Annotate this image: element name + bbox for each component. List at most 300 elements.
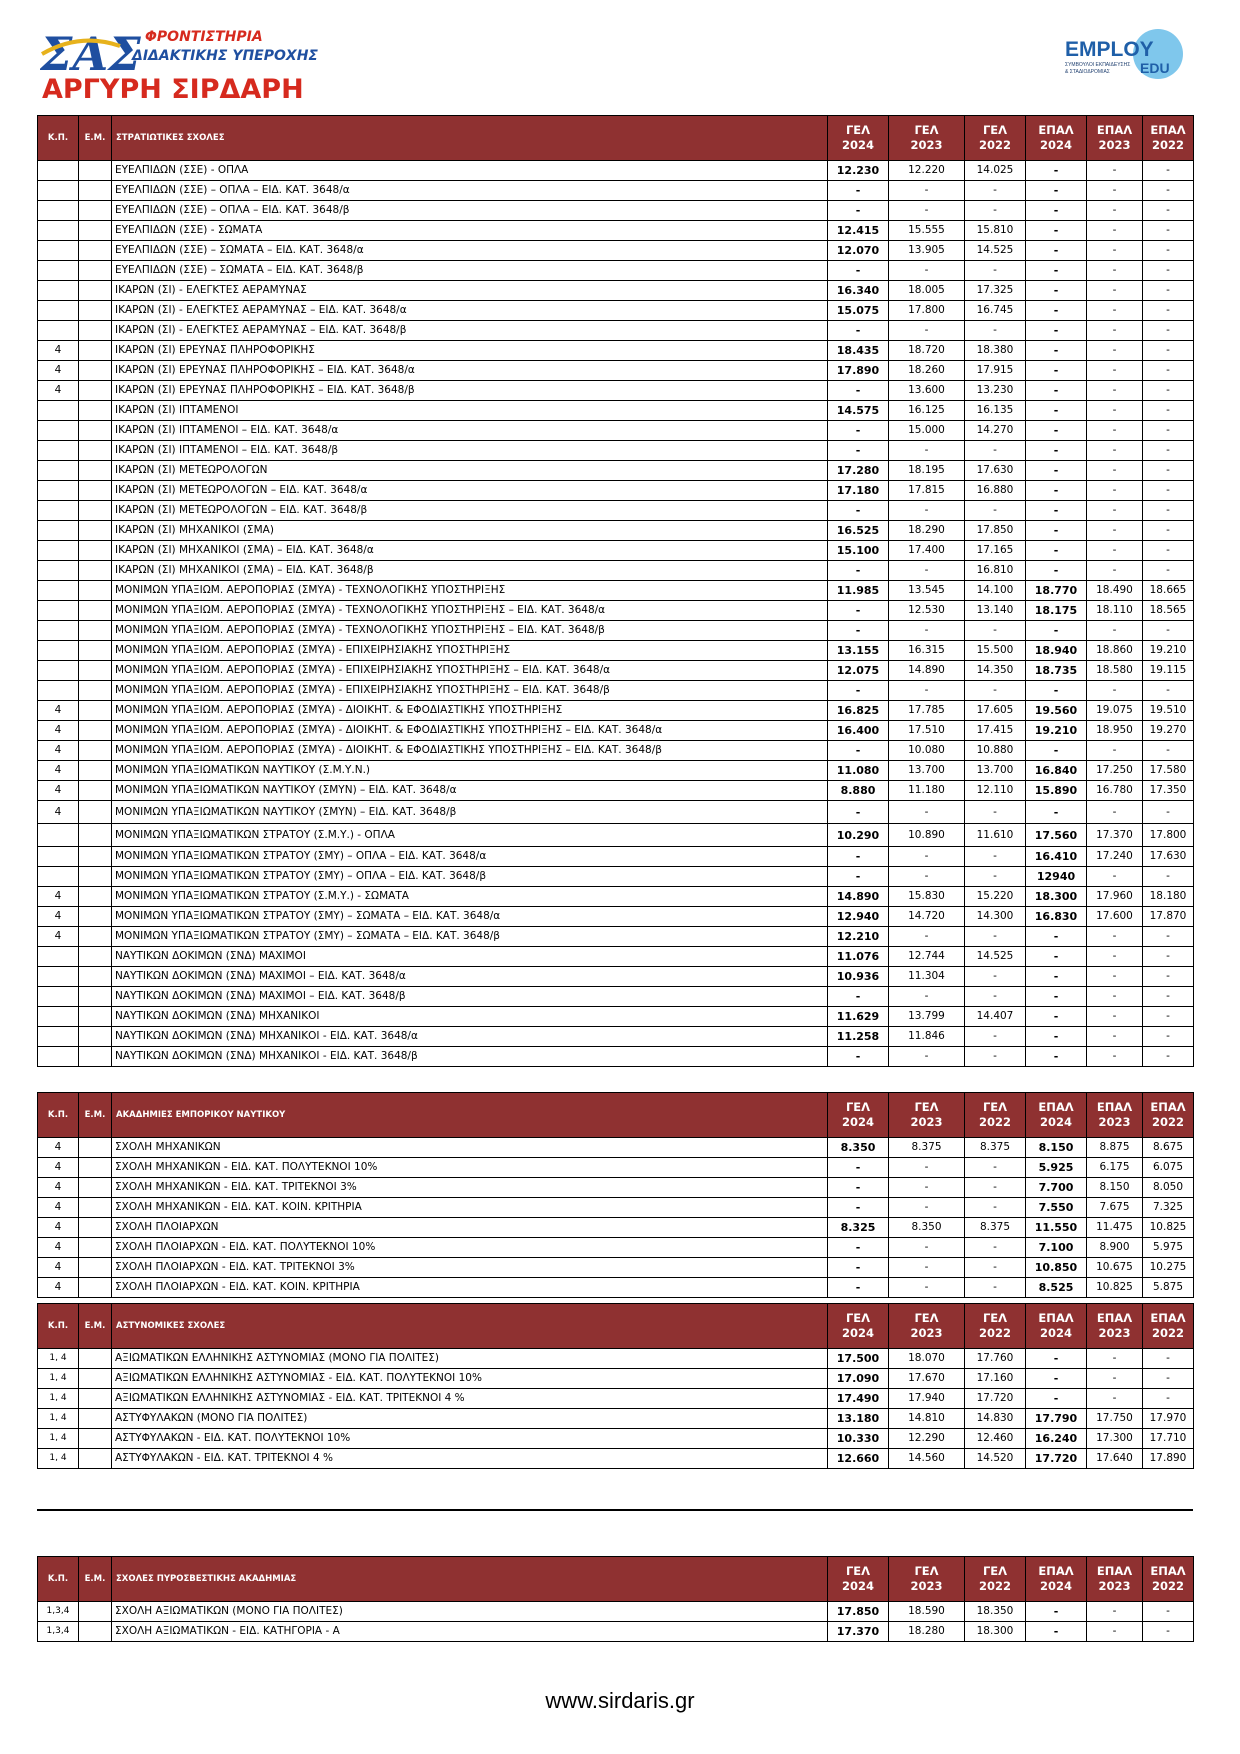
cell-em (79, 1047, 112, 1067)
cell-school-name: ΝΑΥΤΙΚΩΝ ΔΟΚΙΜΩΝ (ΣΝΔ) ΜΑΧΙΜΟΙ – ΕΙΔ. ΚΑΤ. 3648/α (112, 967, 828, 987)
col-header-type: ΕΠΑΛ (1150, 123, 1186, 137)
cell-em (79, 801, 112, 824)
cell-score: - (1087, 621, 1143, 641)
cell-score: 7.675 (1087, 1198, 1143, 1218)
logo-line2: ΔΙΔΑΚΤΙΚΗΣ ΥΠΕΡΟΧΗΣ (132, 48, 318, 64)
cell-score: - (1143, 561, 1194, 581)
col-header-year (1087, 116, 1143, 161)
cell-score: - (828, 1258, 889, 1278)
cell-kp: 4 (38, 741, 79, 761)
cell-kp: 1, 4 (38, 1429, 79, 1449)
cell-score: 18.350 (965, 1602, 1026, 1622)
cell-score: - (1087, 221, 1143, 241)
cell-kp: 1, 4 (38, 1449, 79, 1469)
cell-school-name: ΑΣΤΥΦΥΛΑΚΩΝ - ΕΙΔ. ΚΑΤ. ΤΡΙΤΕΚΝΟΙ 4 % (112, 1449, 828, 1469)
cell-score: 11.985 (828, 581, 889, 601)
cell-em (79, 241, 112, 261)
cell-score: 12.415 (828, 221, 889, 241)
col-header-year-value: 2022 (1151, 1326, 1184, 1340)
cell-score: - (889, 987, 965, 1007)
cell-score: 18.665 (1143, 581, 1194, 601)
cell-score: 17.915 (965, 361, 1026, 381)
cell-score: - (1026, 947, 1087, 967)
table-row (38, 1349, 1194, 1369)
cell-school-name: ΣΧΟΛΗ ΜΗΧΑΝΙΚΩΝ - ΕΙΔ. ΚΑΤ. ΠΟΛΥΤΕΚΝΟΙ 10% (112, 1158, 828, 1178)
cell-score: 11.180 (889, 781, 965, 801)
table-row (38, 461, 1194, 481)
table-row (38, 967, 1194, 987)
table-row (38, 1369, 1194, 1389)
cell-kp: 4 (38, 341, 79, 361)
cell-score: 17.750 (1087, 1409, 1143, 1429)
cell-score: - (1026, 401, 1087, 421)
cell-school-name: ΜΟΝΙΜΩΝ ΥΠΑΞΙΩΜΑΤΙΚΩΝ ΣΤΡΑΤΟΥ (Σ.Μ.Υ.) - ΣΩΜΑΤΑ (112, 887, 828, 907)
cell-school-name: ΙΚΑΡΩΝ (ΣΙ) - ΕΛΕΓΚΤΕΣ ΑΕΡΑΜΥΝΑΣ – ΕΙΔ. ΚΑΤ. 3648/α (112, 301, 828, 321)
cell-em (79, 1449, 112, 1469)
cell-score: - (1143, 421, 1194, 441)
cell-score: - (1026, 201, 1087, 221)
cell-score: 18.300 (965, 1622, 1026, 1642)
col-header-type: ΓΕΛ (914, 1100, 939, 1114)
cell-score: - (1143, 161, 1194, 181)
cell-score: - (1026, 927, 1087, 947)
cell-score: 12.075 (828, 661, 889, 681)
cell-em (79, 1389, 112, 1409)
col-header-year-value: 2023 (1098, 1326, 1131, 1340)
cell-score: 8.150 (1087, 1178, 1143, 1198)
cell-score: - (1087, 181, 1143, 201)
col-header-type: ΓΕΛ (914, 1564, 939, 1578)
cell-score: - (1026, 441, 1087, 461)
cell-kp: 4 (38, 1138, 79, 1158)
table-row (38, 341, 1194, 361)
table-row (38, 1449, 1194, 1469)
cell-score: 15.830 (889, 887, 965, 907)
cell-score: 17.630 (965, 461, 1026, 481)
cell-score: - (1026, 621, 1087, 641)
cell-score: 19.075 (1087, 701, 1143, 721)
cell-score: - (1143, 281, 1194, 301)
sirdaris-logo-mark (40, 24, 370, 106)
cell-score: 19.560 (1026, 701, 1087, 721)
col-header-year-value: 2023 (910, 1326, 943, 1340)
cell-score: - (1087, 521, 1143, 541)
col-header-year (828, 116, 889, 161)
cell-score: - (889, 261, 965, 281)
cell-score: 17.890 (1143, 1449, 1194, 1469)
cell-score: 18.565 (1143, 601, 1194, 621)
cell-score: - (828, 381, 889, 401)
cell-score: 17.180 (828, 481, 889, 501)
cell-school-name: ΜΟΝΙΜΩΝ ΥΠΑΞΙΩΜΑΤΙΚΩΝ ΣΤΡΑΤΟΥ (ΣΜΥ) – ΟΠΛΑ – ΕΙΔ. ΚΑΤ. 3648/β (112, 867, 828, 887)
cell-kp (38, 481, 79, 501)
cell-score: 12.220 (889, 161, 965, 181)
col-header-type: ΕΠΑΛ (1096, 1100, 1133, 1114)
cell-score: - (1087, 281, 1143, 301)
cell-score: 10.880 (965, 741, 1026, 761)
cell-kp (38, 581, 79, 601)
col-header-type: ΕΠΑΛ (1096, 1564, 1133, 1578)
table-row (38, 541, 1194, 561)
cell-kp: 4 (38, 1238, 79, 1258)
cell-score: 6.075 (1143, 1158, 1194, 1178)
cell-score: 17.710 (1143, 1429, 1194, 1449)
cell-score: 16.400 (828, 721, 889, 741)
cell-kp (38, 1027, 79, 1047)
cell-score: - (1087, 241, 1143, 261)
employ-title: EMPLOY (1065, 38, 1154, 61)
col-header-year-value: 2024 (1039, 1115, 1072, 1129)
table-row (38, 1429, 1194, 1449)
cell-score: - (889, 681, 965, 701)
cell-score: 17.870 (1143, 907, 1194, 927)
cell-score: 12.660 (828, 1449, 889, 1469)
cell-score: - (828, 1047, 889, 1067)
cell-score: 18.290 (889, 521, 965, 541)
table-row (38, 321, 1194, 341)
cell-kp (38, 281, 79, 301)
cell-school-name: ΙΚΑΡΩΝ (ΣΙ) - ΕΛΕΓΚΤΕΣ ΑΕΡΑΜΥΝΑΣ – ΕΙΔ. ΚΑΤ. 3648/β (112, 321, 828, 341)
cell-score: 13.140 (965, 601, 1026, 621)
cell-kp: 4 (38, 701, 79, 721)
cell-school-name: ΙΚΑΡΩΝ (ΣΙ) ΙΠΤΑΜΕΝΟΙ – ΕΙΔ. ΚΑΤ. 3648/β (112, 441, 828, 461)
table-row (38, 1278, 1194, 1298)
col-header-year (1087, 1093, 1143, 1138)
cell-score: - (1087, 1007, 1143, 1027)
col-header-year-value: 2023 (910, 138, 943, 152)
table-row (38, 481, 1194, 501)
cell-school-name: ΜΟΝΙΜΩΝ ΥΠΑΞΙΩΜ. ΑΕΡΟΠΟΡΙΑΣ (ΣΜΥΑ) - ΕΠΙΧΕΙΡΗΣΙΑΚΗΣ ΥΠΟΣΤΗΡΙΞΗΣ – ΕΙΔ. ΚΑΤ. 3648/α (112, 661, 828, 681)
cell-score: 14.890 (828, 887, 889, 907)
employ-edu-logo (1058, 26, 1183, 84)
logo-name: ΑΡΓΥΡΗ ΣΙΡΔΑΡΗ (42, 74, 304, 105)
cell-em (79, 441, 112, 461)
table-row (38, 1178, 1194, 1198)
cell-score: - (1143, 541, 1194, 561)
table-row (38, 561, 1194, 581)
cell-score: - (965, 1158, 1026, 1178)
col-header-year-value: 2024 (841, 1115, 874, 1129)
cell-score: - (965, 847, 1026, 867)
cell-score: 15.000 (889, 421, 965, 441)
cell-score: 10.850 (1026, 1258, 1087, 1278)
cell-score: 17.600 (1087, 907, 1143, 927)
cell-score: 15.075 (828, 301, 889, 321)
cell-school-name: ΕΥΕΛΠΙΔΩΝ (ΣΣΕ) – ΟΠΛΑ – ΕΙΔ. ΚΑΤ. 3648/β (112, 201, 828, 221)
table-row (38, 781, 1194, 801)
cell-school-name: ΙΚΑΡΩΝ (ΣΙ) ΕΡΕΥΝΑΣ ΠΛΗΡΟΦΟΡΙΚΗΣ – ΕΙΔ. ΚΑΤ. 3648/α (112, 361, 828, 381)
col-header-type: ΓΕΛ (845, 1564, 871, 1578)
cell-score: 11.304 (889, 967, 965, 987)
cell-score: 17.325 (965, 281, 1026, 301)
cell-school-name: ΣΧΟΛΗ ΜΗΧΑΝΙΚΩΝ - ΕΙΔ. ΚΑΤ. ΤΡΙΤΕΚΝΟΙ 3% (112, 1178, 828, 1198)
cell-score: - (965, 967, 1026, 987)
col-header-year (965, 1093, 1026, 1138)
cell-school-name: ΜΟΝΙΜΩΝ ΥΠΑΞΙΩΜ. ΑΕΡΟΠΟΡΙΑΣ (ΣΜΥΑ) - ΤΕΧΝΟΛΟΓΙΚΗΣ ΥΠΟΣΤΗΡΙΞΗΣ (112, 581, 828, 601)
cell-score: - (965, 801, 1026, 824)
cell-kp (38, 261, 79, 281)
cell-score: - (1087, 867, 1143, 887)
cell-score: 8.350 (889, 1218, 965, 1238)
cell-score: 10.080 (889, 741, 965, 761)
cell-em (79, 181, 112, 201)
cell-score: 17.160 (965, 1369, 1026, 1389)
cell-school-name: ΝΑΥΤΙΚΩΝ ΔΟΚΙΜΩΝ (ΣΝΔ) ΜΑΧΙΜΟΙ (112, 947, 828, 967)
col-header-year (1143, 116, 1194, 161)
cell-em (79, 321, 112, 341)
cell-score: 12.230 (828, 161, 889, 181)
employ-sub2: & ΣΤΑΔΙΟΔΡΟΜΙΑΣ (1065, 69, 1110, 75)
cell-kp: 4 (38, 927, 79, 947)
cell-score: 17.630 (1143, 847, 1194, 867)
cell-school-name: ΣΧΟΛΗ ΑΞΙΩΜΑΤΙΚΩΝ (ΜΟΝΟ ΓΙΑ ΠΟΛΙΤΕΣ) (112, 1602, 828, 1622)
cell-kp: 4 (38, 1258, 79, 1278)
cell-score: 6.175 (1087, 1158, 1143, 1178)
cell-score: 16.410 (1026, 847, 1087, 867)
col-header-year-value: 2022 (1151, 1115, 1184, 1129)
separator-line (37, 1509, 1193, 1511)
table-row (38, 261, 1194, 281)
cell-school-name: ΣΧΟΛΗ ΠΛΟΙΑΡΧΩΝ - ΕΙΔ. ΚΑΤ. ΠΟΛΥΤΕΚΝΟΙ 10% (112, 1238, 828, 1258)
cell-em (79, 261, 112, 281)
cell-score: - (889, 201, 965, 221)
cell-em (79, 221, 112, 241)
table-row (38, 1622, 1194, 1642)
cell-score: - (1087, 381, 1143, 401)
col-header-year (1026, 1093, 1087, 1138)
cell-score: 17.350 (1143, 781, 1194, 801)
col-header-year (965, 1304, 1026, 1349)
cell-score: 12.744 (889, 947, 965, 967)
cell-score: - (965, 1238, 1026, 1258)
cell-score: 11.610 (965, 824, 1026, 847)
cell-kp (38, 321, 79, 341)
cell-kp: 4 (38, 1198, 79, 1218)
table-row (38, 801, 1194, 824)
cell-score: 10.330 (828, 1429, 889, 1449)
cell-score: 8.375 (889, 1138, 965, 1158)
cell-school-name: ΝΑΥΤΙΚΩΝ ΔΟΚΙΜΩΝ (ΣΝΔ) ΜΗΧΑΝΙΚΟΙ (112, 1007, 828, 1027)
col-header-year (889, 1557, 965, 1602)
cell-kp (38, 221, 79, 241)
cell-score: 8.350 (828, 1138, 889, 1158)
cell-score: 10.825 (1087, 1278, 1143, 1298)
cell-score: 18.280 (889, 1622, 965, 1642)
cell-em (79, 907, 112, 927)
cell-score: 18.380 (965, 341, 1026, 361)
col-header-year-value: 2024 (841, 1579, 874, 1593)
cell-score: 14.407 (965, 1007, 1026, 1027)
cell-kp (38, 621, 79, 641)
table-row (38, 1027, 1194, 1047)
cell-score: 18.260 (889, 361, 965, 381)
cell-score: - (1087, 441, 1143, 461)
table-row (38, 721, 1194, 741)
table-row (38, 581, 1194, 601)
cell-em (79, 681, 112, 701)
cell-score: 13.905 (889, 241, 965, 261)
table-row (38, 381, 1194, 401)
cell-score: - (828, 181, 889, 201)
cell-score: 13.545 (889, 581, 965, 601)
cell-score: 17.400 (889, 541, 965, 561)
cell-school-name: ΜΟΝΙΜΩΝ ΥΠΑΞΙΩΜΑΤΙΚΩΝ ΝΑΥΤΙΚΟΥ (Σ.Μ.Υ.Ν.) (112, 761, 828, 781)
cell-em (79, 721, 112, 741)
cell-score: - (1026, 361, 1087, 381)
col-header-year (828, 1304, 889, 1349)
section-table (37, 1556, 1194, 1642)
section-header-row (38, 1557, 1194, 1602)
cell-school-name: ΜΟΝΙΜΩΝ ΥΠΑΞΙΩΜ. ΑΕΡΟΠΟΡΙΑΣ (ΣΜΥΑ) - ΔΙΟΙΚΗΤ. & ΕΦΟΔΙΑΣΤΙΚΗΣ ΥΠΟΣΤΗΡΙΞΗΣ – ΕΙΔ. ΚΑΤ. 3648/β (112, 741, 828, 761)
col-header-type: ΕΠΑΛ (1096, 1311, 1133, 1325)
cell-score: - (1143, 461, 1194, 481)
cell-score: - (828, 561, 889, 581)
cell-score: 17.760 (965, 1349, 1026, 1369)
table-row (38, 201, 1194, 221)
col-header-year-value: 2022 (1151, 138, 1184, 152)
cell-school-name: ΕΥΕΛΠΙΔΩΝ (ΣΣΕ) – ΣΩΜΑΤΑ – ΕΙΔ. ΚΑΤ. 3648/β (112, 261, 828, 281)
cell-score: - (1143, 181, 1194, 201)
cell-score: - (1087, 161, 1143, 181)
cell-score: 17.940 (889, 1389, 965, 1409)
section-table (37, 1303, 1194, 1469)
col-header-year (1026, 1304, 1087, 1349)
cell-score: 17.790 (1026, 1409, 1087, 1429)
cell-score: 17.960 (1087, 887, 1143, 907)
table-row (38, 601, 1194, 621)
col-header-type: ΓΕΛ (982, 1100, 1008, 1114)
table-row (38, 847, 1194, 867)
table-row (38, 681, 1194, 701)
cell-score: 18.735 (1026, 661, 1087, 681)
cell-school-name: ΕΥΕΛΠΙΔΩΝ (ΣΣΕ) - ΣΩΜΑΤΑ (112, 221, 828, 241)
cell-score: - (889, 1047, 965, 1067)
cell-score: 8.525 (1026, 1278, 1087, 1298)
cell-score: - (1026, 501, 1087, 521)
table-row (38, 161, 1194, 181)
cell-score: - (1026, 421, 1087, 441)
cell-score: 14.525 (965, 947, 1026, 967)
col-header-year-value: 2023 (910, 1115, 943, 1129)
table-row (38, 927, 1194, 947)
cell-school-name: ΜΟΝΙΜΩΝ ΥΠΑΞΙΩΜΑΤΙΚΩΝ ΣΤΡΑΤΟΥ (ΣΜΥ) – ΣΩΜΑΤΑ – ΕΙΔ. ΚΑΤ. 3648/α (112, 907, 828, 927)
cell-kp (38, 301, 79, 321)
cell-score: - (1143, 481, 1194, 501)
cell-score: 18.940 (1026, 641, 1087, 661)
cell-score: - (1026, 1369, 1087, 1389)
cell-score: 19.510 (1143, 701, 1194, 721)
cell-school-name: ΕΥΕΛΠΙΔΩΝ (ΣΣΕ) – ΣΩΜΑΤΑ – ΕΙΔ. ΚΑΤ. 3648/α (112, 241, 828, 261)
cell-school-name: ΙΚΑΡΩΝ (ΣΙ) ΜΗΧΑΝΙΚΟΙ (ΣΜΑ) (112, 521, 828, 541)
cell-score: - (1143, 1369, 1194, 1389)
cell-em (79, 461, 112, 481)
cell-score: - (1026, 541, 1087, 561)
cell-score: - (1087, 987, 1143, 1007)
cell-kp: 4 (38, 1218, 79, 1238)
cell-school-name: ΣΧΟΛΗ ΑΞΙΩΜΑΤΙΚΩΝ - ΕΙΔ. ΚΑΤΗΓΟΡΙΑ - Α (112, 1622, 828, 1642)
col-header-year-value: 2024 (841, 1326, 874, 1340)
cell-kp (38, 847, 79, 867)
cell-score: 18.005 (889, 281, 965, 301)
cell-score: - (1143, 361, 1194, 381)
cell-em (79, 401, 112, 421)
cell-score: 17.720 (1026, 1449, 1087, 1469)
cell-em (79, 1349, 112, 1369)
cell-score: - (1087, 501, 1143, 521)
cell-school-name: ΙΚΑΡΩΝ (ΣΙ) ΜΗΧΑΝΙΚΟΙ (ΣΜΑ) – ΕΙΔ. ΚΑΤ. 3648/β (112, 561, 828, 581)
cell-score: 14.100 (965, 581, 1026, 601)
cell-score: - (828, 1198, 889, 1218)
cell-school-name: ΜΟΝΙΜΩΝ ΥΠΑΞΙΩΜ. ΑΕΡΟΠΟΡΙΑΣ (ΣΜΥΑ) - ΕΠΙΧΕΙΡΗΣΙΑΚΗΣ ΥΠΟΣΤΗΡΙΞΗΣ – ΕΙΔ. ΚΑΤ. 3648/β (112, 681, 828, 701)
cell-em (79, 521, 112, 541)
cell-score: 18.300 (1026, 887, 1087, 907)
cell-score: - (965, 1258, 1026, 1278)
cell-kp (38, 521, 79, 541)
cell-em (79, 161, 112, 181)
col-header-year (828, 1557, 889, 1602)
footer-url: www.sirdaris.gr (545, 1688, 695, 1713)
cell-school-name: ΣΧΟΛΗ ΠΛΟΙΑΡΧΩΝ - ΕΙΔ. ΚΑΤ. ΤΡΙΤΕΚΝΟΙ 3% (112, 1258, 828, 1278)
cell-kp (38, 241, 79, 261)
table-row (38, 501, 1194, 521)
cell-score: 14.525 (965, 241, 1026, 261)
cell-school-name: ΣΧΟΛΗ ΠΛΟΙΑΡΧΩΝ (112, 1218, 828, 1238)
cell-score: 5.975 (1143, 1238, 1194, 1258)
cell-school-name: ΜΟΝΙΜΩΝ ΥΠΑΞΙΩΜ. ΑΕΡΟΠΟΡΙΑΣ (ΣΜΥΑ) - ΔΙΟΙΚΗΤ. & ΕΦΟΔΙΑΣΤΙΚΗΣ ΥΠΟΣΤΗΡΙΞΗΣ (112, 701, 828, 721)
section-title: ΑΚΑΔΗΜΙΕΣ ΕΜΠΟΡΙΚΟΥ ΝΑΥΤΙΚΟΥ (112, 1093, 828, 1138)
cell-score: - (1087, 461, 1143, 481)
cell-score: 18.950 (1087, 721, 1143, 741)
col-header-em: Ε.Μ. (79, 1093, 112, 1138)
cell-score: - (1143, 967, 1194, 987)
col-header-year (965, 116, 1026, 161)
cell-score: - (1143, 681, 1194, 701)
cell-em (79, 301, 112, 321)
cell-school-name: ΜΟΝΙΜΩΝ ΥΠΑΞΙΩΜΑΤΙΚΩΝ ΝΑΥΤΙΚΟΥ (ΣΜΥΝ) – ΕΙΔ. ΚΑΤ. 3648/β (112, 801, 828, 824)
cell-score: 8.375 (965, 1138, 1026, 1158)
cell-em (79, 761, 112, 781)
cell-school-name: ΜΟΝΙΜΩΝ ΥΠΑΞΙΩΜΑΤΙΚΩΝ ΣΤΡΑΤΟΥ (ΣΜΥ) – ΣΩΜΑΤΑ – ΕΙΔ. ΚΑΤ. 3648/β (112, 927, 828, 947)
cell-em (79, 1278, 112, 1298)
cell-score: 19.270 (1143, 721, 1194, 741)
cell-score: - (965, 201, 1026, 221)
col-header-kp: Κ.Π. (38, 1093, 79, 1138)
cell-school-name: ΙΚΑΡΩΝ (ΣΙ) ΙΠΤΑΜΕΝΟΙ – ΕΙΔ. ΚΑΤ. 3648/α (112, 421, 828, 441)
logo-mark-text: ΣΑΣ (40, 27, 141, 81)
cell-kp (38, 161, 79, 181)
cell-score: 17.370 (1087, 824, 1143, 847)
cell-kp (38, 601, 79, 621)
cell-score: - (889, 1238, 965, 1258)
cell-score: 17.490 (828, 1389, 889, 1409)
cell-score: - (828, 1178, 889, 1198)
cell-score: 16.135 (965, 401, 1026, 421)
cell-em (79, 1238, 112, 1258)
col-header-year (889, 1304, 965, 1349)
table-row (38, 867, 1194, 887)
cell-score: 17.510 (889, 721, 965, 741)
cell-em (79, 927, 112, 947)
col-header-em: Ε.Μ. (79, 1304, 112, 1349)
cell-score: - (889, 561, 965, 581)
cell-score: 17.605 (965, 701, 1026, 721)
cell-kp (38, 501, 79, 521)
cell-school-name: ΣΧΟΛΗ ΠΛΟΙΑΡΧΩΝ - ΕΙΔ. ΚΑΤ. ΚΟΙΝ. ΚΡΙΤΗΡΙΑ (112, 1278, 828, 1298)
cell-em (79, 781, 112, 801)
cell-score: 11.076 (828, 947, 889, 967)
col-header-year-value: 2023 (1098, 138, 1131, 152)
cell-school-name: ΙΚΑΡΩΝ (ΣΙ) ΜΗΧΑΝΙΚΟΙ (ΣΜΑ) – ΕΙΔ. ΚΑΤ. 3648/α (112, 541, 828, 561)
